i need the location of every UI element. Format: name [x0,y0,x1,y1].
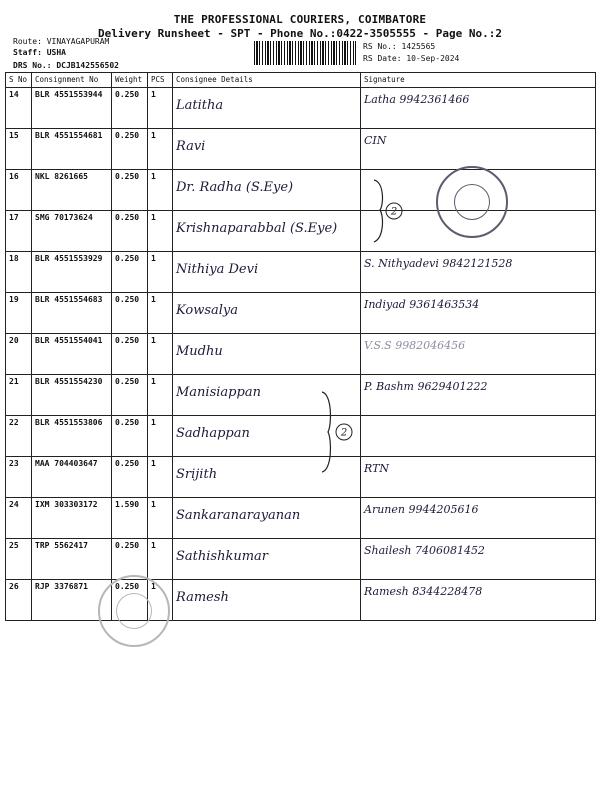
cell-weight: 0.250 [112,334,148,375]
cell-weight: 0.250 [112,416,148,457]
column-header-signature: Signature [361,73,596,88]
cell-weight: 0.250 [112,170,148,211]
cell-consignee [173,170,361,211]
bracket-annotation-1 [370,176,410,246]
signature-handwriting: Shailesh 7406081452 [364,544,485,557]
cell-pcs: 1 [148,539,173,580]
table-row [6,416,596,457]
cell-pcs: 1 [148,498,173,539]
cell-signature [361,129,596,170]
cell-sno: 24 [6,498,32,539]
table-row [6,375,596,416]
cash-paid-stamp [98,575,170,647]
cell-sno: 19 [6,293,32,334]
consignee-handwriting: Ramesh [176,590,229,605]
cell-signature [361,334,596,375]
cell-sno: 17 [6,211,32,252]
cell-consignee [173,88,361,129]
consignee-handwriting: Dr. Radha (S.Eye) [176,180,294,195]
cell-consignment: BLR 4551553944 [32,88,112,129]
consignee-handwriting: Srijith [176,467,218,482]
cell-consignment: BLR 4551553806 [32,416,112,457]
signature-handwriting: Ramesh 8344228478 [364,585,483,598]
consignee-handwriting: Sathishkumar [176,549,268,564]
cell-signature [361,293,596,334]
bracket-count-2: 2 [340,427,348,439]
cell-consignment: BLR 4551554683 [32,293,112,334]
cell-consignment: NKL 8261665 [32,170,112,211]
cell-consignee [173,580,361,621]
cell-consignee [173,293,361,334]
cell-weight: 0.250 [112,375,148,416]
cell-signature [361,539,596,580]
cell-sno: 15 [6,129,32,170]
cell-weight: 0.250 [112,88,148,129]
table-row [6,252,596,293]
cell-sno: 26 [6,580,32,621]
consignee-handwriting: Sadhappan [176,426,250,441]
consignee-handwriting: Kowsalya [176,303,238,318]
cell-pcs: 1 [148,252,173,293]
table-row [6,88,596,129]
route-label: Route: VINAYAGAPURAM [13,37,110,46]
cell-consignee [173,211,361,252]
cell-pcs: 1 [148,416,173,457]
bracket-annotation-2 [318,388,362,476]
cell-consignment: IXM 303303172 [32,498,112,539]
cell-signature [361,457,596,498]
cell-weight: 0.250 [112,580,148,621]
cell-consignee [173,129,361,170]
consignee-handwriting: Latitha [176,98,224,113]
signature-handwriting: Indiyad 9361463534 [364,298,480,311]
cell-pcs: 1 [148,170,173,211]
cell-pcs: 1 [148,293,173,334]
table-row [6,457,596,498]
cell-consignment: TRP 5562417 [32,539,112,580]
signature-handwriting: V.S.S 9982046456 [364,339,466,352]
company-title: THE PROFESSIONAL COURIERS, COIMBATORE [173,13,427,26]
cell-sno: 23 [6,457,32,498]
consignee-handwriting: Krishnaparabbal (S.Eye) [176,221,338,236]
runsheet-table [5,72,596,621]
cell-weight: 0.250 [112,539,148,580]
cell-consignee [173,498,361,539]
rs-date: RS Date: 10-Sep-2024 [363,54,460,63]
bracket-count-1: 2 [390,206,398,218]
cell-sno: 21 [6,375,32,416]
cell-consignee [173,539,361,580]
cell-weight: 0.250 [112,457,148,498]
table-row [6,539,596,580]
column-header-weight: Weight [112,73,148,88]
cell-consignment: BLR 4551554681 [32,129,112,170]
cell-consignment: SMG 70173624 [32,211,112,252]
table-row [6,498,596,539]
table-row [6,293,596,334]
runsheet-subtitle: Delivery Runsheet - SPT - Phone No.:0422-3505555 - Page No.:2 [98,27,502,40]
consignee-handwriting: Sankaranarayanan [176,508,301,523]
signature-handwriting: Arunen 9944205616 [364,503,479,516]
signature-handwriting: Latha 9942361466 [364,93,470,106]
drs-number: DRS No.: DCJB142556502 [13,61,119,70]
table-row [6,129,596,170]
cell-signature [361,375,596,416]
cell-weight: 0.250 [112,252,148,293]
consignee-handwriting: Mudhu [176,344,223,359]
cell-weight: 0.250 [112,211,148,252]
table-row [6,211,596,252]
cell-sno: 18 [6,252,32,293]
consignee-handwriting: Ravi [176,139,206,154]
column-header-consignment: Consignment No [32,73,112,88]
table-header-row [6,73,596,88]
signature-handwriting: CIN [364,134,387,147]
barcode [254,41,356,65]
cell-pcs: 1 [148,334,173,375]
cell-pcs: 1 [148,211,173,252]
column-header-consignee: Consignee Details [173,73,361,88]
cell-signature [361,498,596,539]
cell-sno: 22 [6,416,32,457]
cell-signature [361,416,596,457]
cell-sno: 14 [6,88,32,129]
table-row [6,334,596,375]
cell-consignee [173,252,361,293]
cell-sno: 25 [6,539,32,580]
table-row [6,580,596,621]
cell-consignment: RJP 3376871 [32,580,112,621]
consignee-handwriting: Manisiappan [176,385,261,400]
cell-weight: 1.590 [112,498,148,539]
consignee-handwriting: Nithiya Devi [176,262,259,277]
cell-consignment: BLR 4551554041 [32,334,112,375]
cell-pcs: 1 [148,375,173,416]
cell-signature [361,580,596,621]
cell-consignment: BLR 4551554230 [32,375,112,416]
cell-consignment: BLR 4551553929 [32,252,112,293]
signature-handwriting: S. Nithyadevi 9842121528 [364,257,513,270]
column-header-pcs: PCS [148,73,173,88]
cell-weight: 0.250 [112,293,148,334]
staff-label: Staff: USHA [13,48,66,57]
cell-sno: 16 [6,170,32,211]
cell-signature [361,88,596,129]
column-header-sno: S No [6,73,32,88]
eye-centre-stamp [436,166,508,238]
cell-consignee [173,334,361,375]
rs-number: RS No.: 1425565 [363,42,436,51]
cell-weight: 0.250 [112,129,148,170]
signature-handwriting: RTN [364,462,390,475]
cell-pcs: 1 [148,580,173,621]
signature-handwriting: P. Bashm 9629401222 [364,380,488,393]
cell-pcs: 1 [148,129,173,170]
cell-pcs: 1 [148,88,173,129]
cell-sno: 20 [6,334,32,375]
cell-signature [361,252,596,293]
cell-consignment: MAA 704403647 [32,457,112,498]
cell-pcs: 1 [148,457,173,498]
